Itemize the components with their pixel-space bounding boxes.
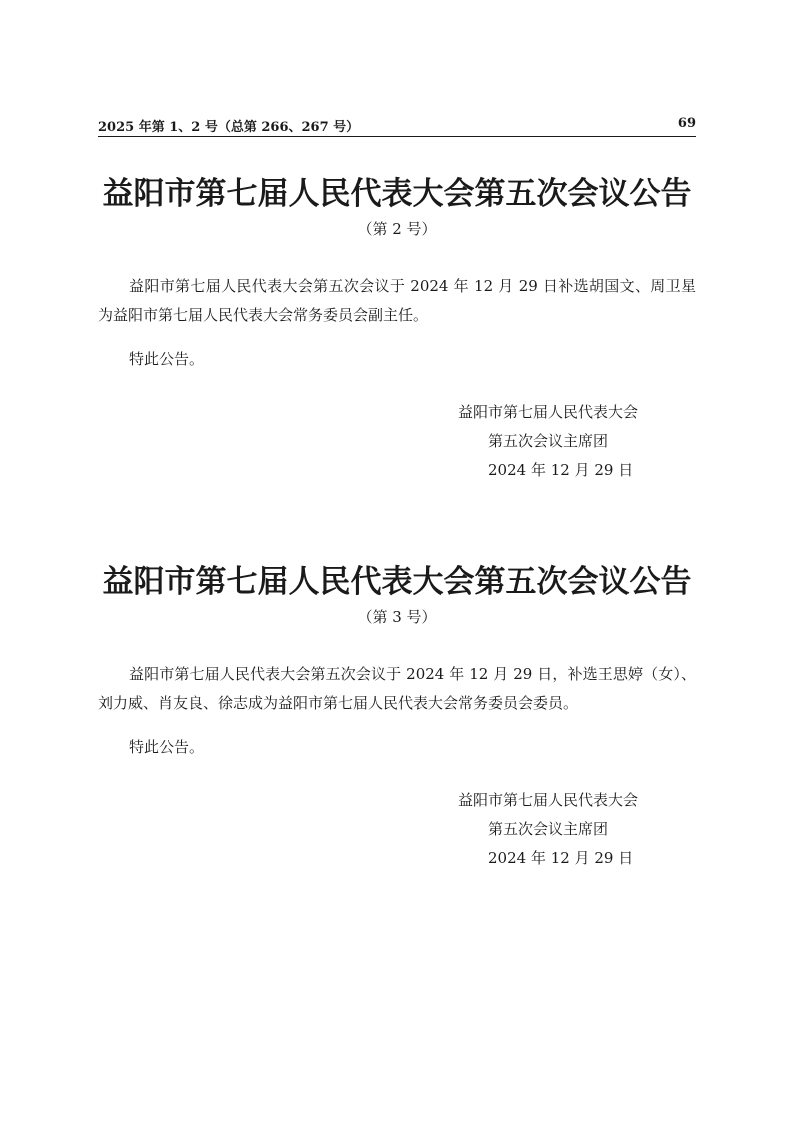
notice-3 <box>98 560 696 876</box>
notice-closing: 特此公告。 <box>129 350 205 368</box>
notice-title: 益阳市第七届人民代表大会第五次会议公告 <box>102 176 692 212</box>
notice-body: 益阳市第七届人民代表大会第五次会议于 2024 年 12 月 29 日补选胡国文、周卫星为益阳市第七届人民代表大会常务委员会副主任。 <box>98 277 696 324</box>
page-header <box>98 114 696 137</box>
notice-number: （第 2 号） <box>357 220 437 238</box>
issue-label: 2025 年第 1、2 号（总第 266、267 号） <box>98 120 360 135</box>
notice-number: （第 3 号） <box>357 608 437 626</box>
signature-date: 2024 年 12 月 29 日 <box>488 849 634 867</box>
signature-presidium: 第五次会议主席团 <box>488 432 609 450</box>
signature-presidium: 第五次会议主席团 <box>488 820 609 838</box>
notice-body: 益阳市第七届人民代表大会第五次会议于 2024 年 12 月 29 日，补选王思婷（女）、刘力威、肖友良、徐志成为益阳市第七届人民代表大会常务委员会委员。 <box>98 665 696 712</box>
signature-block <box>98 786 696 876</box>
notice-2 <box>98 172 696 488</box>
page-number: 69 <box>677 116 696 131</box>
signature-org: 益阳市第七届人民代表大会 <box>458 403 639 421</box>
signature-org: 益阳市第七届人民代表大会 <box>458 791 639 809</box>
notice-closing: 特此公告。 <box>129 738 205 756</box>
signature-date: 2024 年 12 月 29 日 <box>488 461 634 479</box>
notice-title: 益阳市第七届人民代表大会第五次会议公告 <box>102 564 692 600</box>
signature-block <box>98 398 696 488</box>
